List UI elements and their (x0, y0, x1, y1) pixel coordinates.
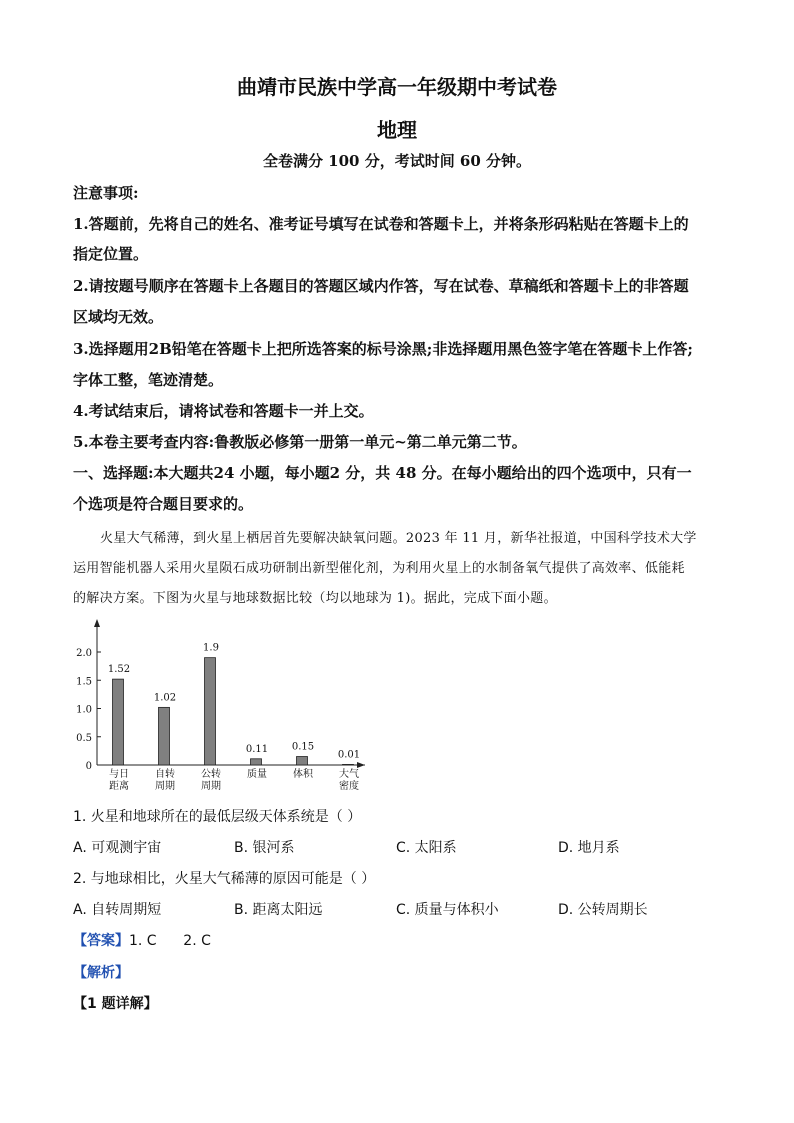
y-tick-label: 0 (85, 761, 92, 772)
passage-line: 火星大气稀薄，到火星上栖居首先要解决缺氧问题。2023 年 11 月，新华社报道，中国科学技术大学 (100, 531, 697, 546)
q2-option-c: C. 质量与体积小 (396, 902, 499, 918)
bar-value-label: 0.01 (337, 749, 361, 761)
q1-option-b: B. 银河系 (234, 840, 295, 856)
category-label: 密度 (339, 781, 359, 792)
passage-line: 的解决方案。下图为火星与地球数据比较（均以地球为 1)。据此，完成下面小题。 (73, 591, 557, 606)
question-2-stem: 2. 与地球相比，火星大气稀薄的原因可能是（ ） (73, 871, 376, 887)
answer-line (73, 930, 211, 950)
note-line: 区域均无效。 (73, 308, 164, 326)
passage-line: 运用智能机器人采用火星陨石成功研制出新型催化剂，为利用火星上的水制备氧气提供了高效率、低能耗 (73, 561, 685, 576)
subject-title: 地理 (377, 118, 417, 142)
note-line: 字体工整，笔迹清楚。 (73, 371, 224, 389)
notes-heading: 注意事项: (73, 184, 139, 202)
answer-text: 1. C 2. C (129, 933, 211, 949)
detail-label: 【1 题详解】 (73, 996, 158, 1012)
x-axis-arrow (357, 762, 365, 768)
category-label: 体积 (293, 769, 313, 780)
bar (251, 759, 262, 765)
q2-option-a: A. 自转周期短 (73, 902, 162, 918)
bar-value-label: 1.9 (203, 642, 219, 654)
bar-value-label: 1.02 (153, 692, 177, 704)
bar (297, 757, 308, 765)
category-label: 周期 (155, 781, 175, 792)
q2-option-b: B. 距离太阳远 (234, 902, 323, 918)
answer-label: 【答案】 (73, 933, 129, 949)
y-tick-label: 0.5 (76, 732, 92, 744)
category-label: 距离 (109, 781, 129, 792)
category-label: 大气 (339, 769, 359, 780)
bar-value-label: 0.15 (291, 741, 315, 753)
y-axis-arrow (94, 619, 100, 627)
note-line: 5.本卷主要考查内容:鲁教版必修第一册第一单元~第二单元第二节。 (73, 433, 527, 451)
exam-info: 全卷满分 100 分，考试时间 60 分钟。 (262, 152, 532, 170)
question-1-stem: 1. 火星和地球所在的最低层级天体系统是（ ） (73, 809, 362, 825)
section-heading: 一、选择题:本大题共24 小题，每小题2 分，共 48 分。在每小题给出的四个选项中，只有一 (73, 464, 692, 482)
category-label: 周期 (201, 781, 221, 792)
note-line: 指定位置。 (73, 245, 149, 263)
category-label: 公转 (201, 769, 221, 780)
section-heading-cont: 个选项是符合题目要求的。 (73, 495, 254, 513)
bar (343, 764, 354, 765)
q1-option-c: C. 太阳系 (396, 840, 457, 856)
y-tick-label: 1.5 (76, 676, 92, 688)
mars-earth-bar-chart (60, 610, 380, 800)
note-line: 1.答题前，先将自己的姓名、准考证号填写在试卷和答题卡上，并将条形码粘贴在答题卡上的 (73, 215, 689, 233)
bar (159, 707, 170, 765)
y-tick-label: 1.0 (76, 704, 92, 716)
note-line: 2.请按题号顺序在答题卡上各题目的答题区域内作答，写在试卷、草稿纸和答题卡上的非答题 (73, 277, 689, 295)
bar (205, 658, 216, 765)
analysis-label: 【解析】 (73, 965, 129, 981)
category-label: 自转 (155, 769, 175, 780)
category-label: 质量 (247, 769, 267, 780)
q2-option-d: D. 公转周期长 (558, 902, 648, 918)
note-line: 3.选择题用2B铅笔在答题卡上把所选答案的标号涂黑;非选择题用黑色签字笔在答题卡上作答; (73, 340, 693, 358)
note-line: 4.考试结束后，请将试卷和答题卡一并上交。 (73, 402, 374, 420)
bar-value-label: 1.52 (107, 664, 131, 676)
exam-title: 曲靖市民族中学高一年级期中考试卷 (237, 75, 557, 99)
bar (113, 679, 124, 765)
y-tick-label: 2.0 (76, 648, 92, 659)
q1-option-a: A. 可观测宇宙 (73, 840, 162, 856)
bar-value-label: 0.11 (245, 743, 269, 755)
category-label: 与日 (109, 769, 129, 780)
q1-option-d: D. 地月系 (558, 840, 620, 856)
